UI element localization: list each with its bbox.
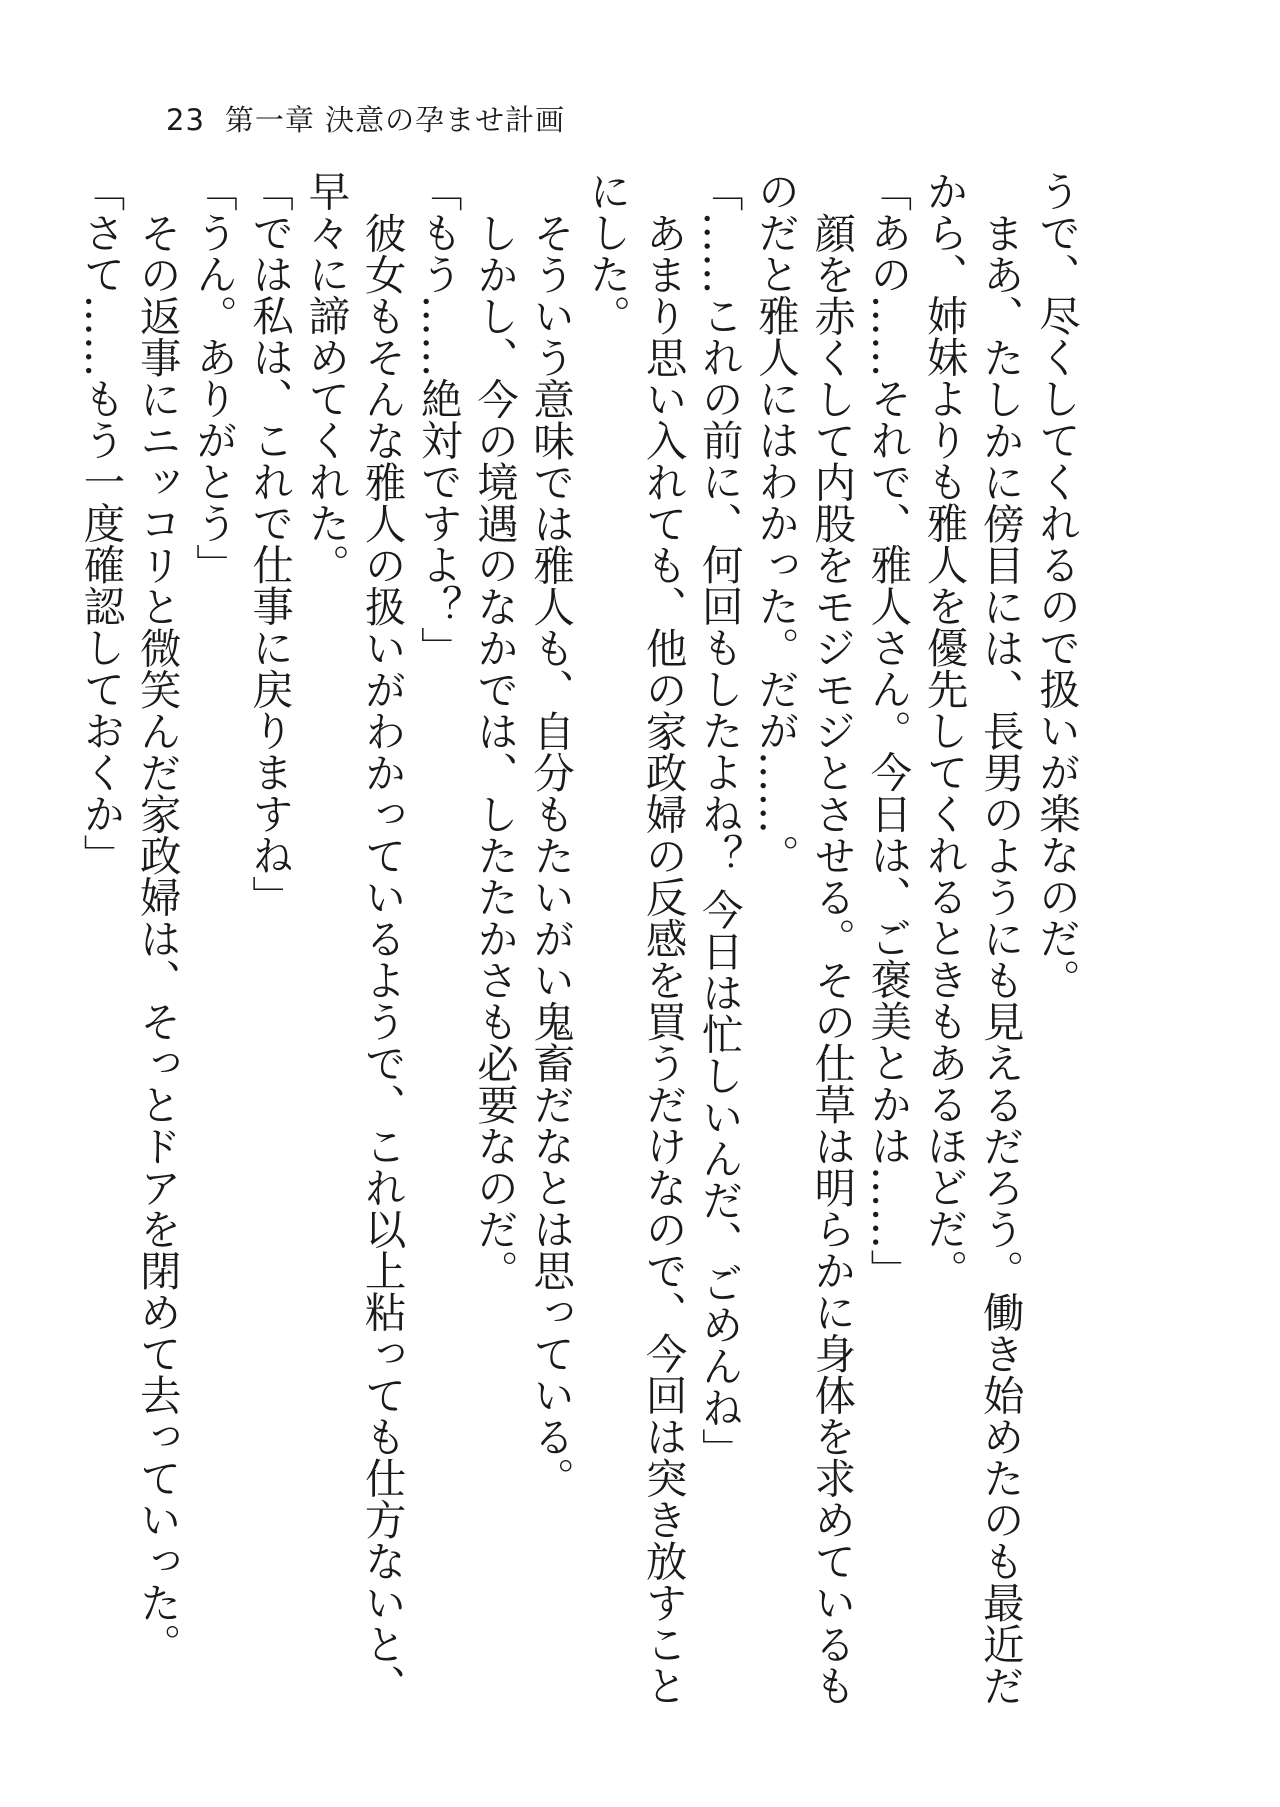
dialogue-paragraph: 「あの……それで、雅人さん。今日は、ご褒美とかは……」 <box>863 170 913 1291</box>
page-number: 23 <box>166 103 205 137</box>
paragraph: まあ、たしかに傍目には、長男のようにも見えるだろう。働き始めたのも最近だから、姉妹よりも雅人を優先してくれるときもあるほどだ。 <box>919 170 1025 1706</box>
paragraph: あまり思い入れても、他の家政婦の反感を買うだけなので、今回は突き放すことにした。 <box>582 170 688 1706</box>
paragraph: うで、尽くしてくれるので扱いが楽なのだ。 <box>1032 170 1081 1000</box>
dialogue-paragraph: 「では私は、これで仕事に戻りますね」 <box>245 170 295 917</box>
body-text <box>72 170 1084 1730</box>
dialogue-paragraph: 「もう……絶対ですよ？」 <box>413 170 463 668</box>
paragraph: 顔を赤くして内股をモジモジとさせる。その仕草は明らかに身体を求めているものだと雅人にはわかった。だが……。 <box>750 170 857 1706</box>
paragraph: しかし、今の境遇のなかでは、したたかさも必要なのだ。 <box>469 211 519 1291</box>
running-header <box>166 98 565 139</box>
dialogue-paragraph: 「……これの前に、何回もしたよね？ 今日は忙しいんだ、ごめんね」 <box>694 170 744 1470</box>
dialogue-paragraph: 「うん。ありがとう」 <box>188 170 238 585</box>
paragraph: その返事にニッコリと微笑んだ家政婦は、そっとドアを閉めて去っていった。 <box>132 211 182 1664</box>
paragraph: 彼女もそんな雅人の扱いがわかっているようで、これ以上粘っても仕方ないと、早々に諦めてくれた。 <box>301 170 407 1706</box>
paragraph: そういう意味では雅人も、自分もたいがい鬼畜だなとは思っている。 <box>526 211 576 1498</box>
dialogue-paragraph: 「さて……もう一度確認しておくか」 <box>76 170 126 876</box>
chapter-title: 第一章 決意の孕ませ計画 <box>224 103 566 137</box>
